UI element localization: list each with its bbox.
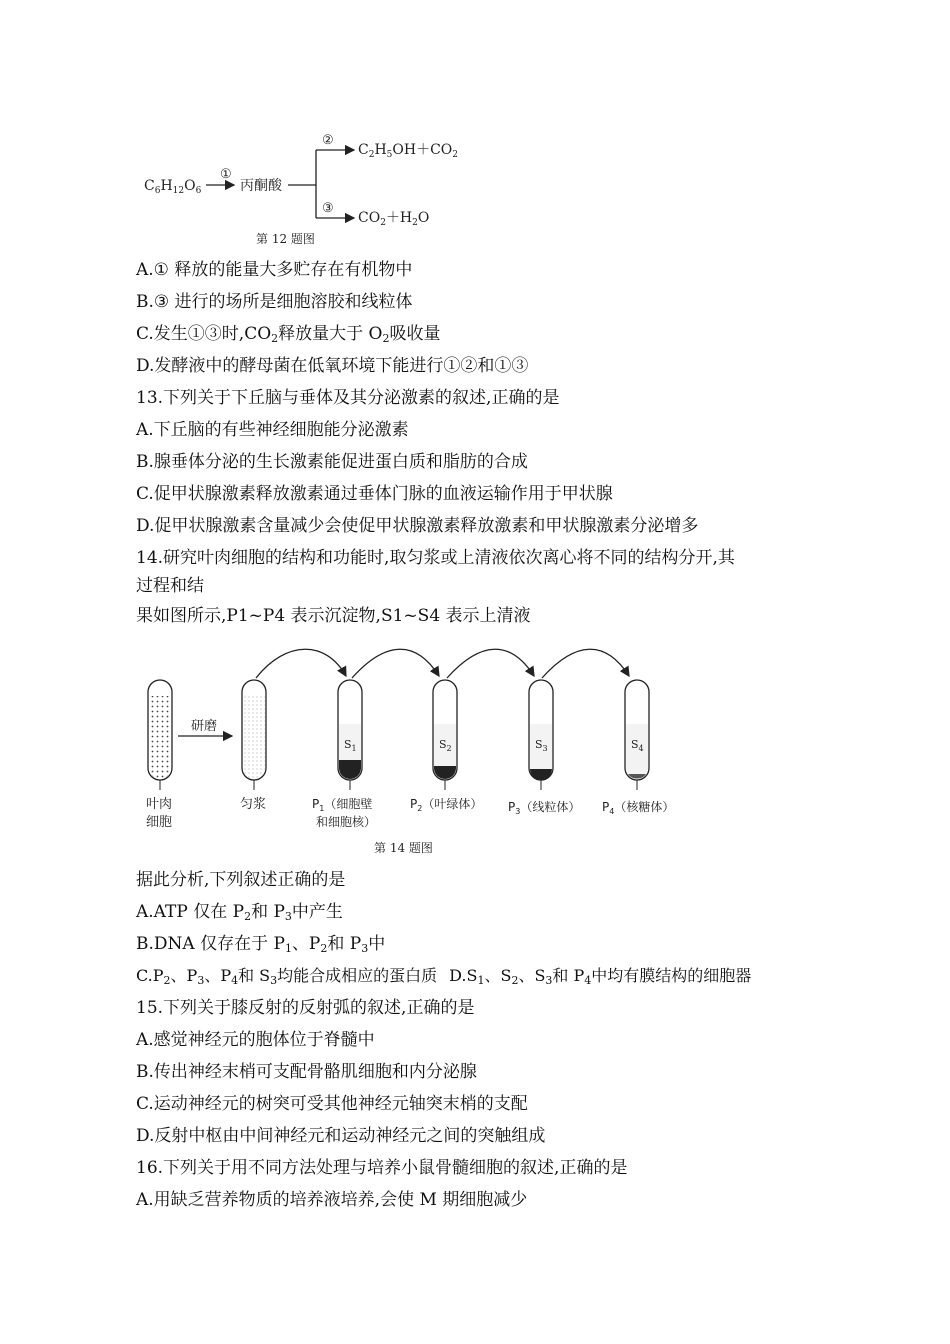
transfer-arrow-3 <box>447 649 534 678</box>
q16-stem: 16.下列关于用不同方法处理与培养小鼠骨髓细胞的叙述,正确的是 <box>136 1158 628 1178</box>
label-leaf-cell-2: 细胞 <box>146 815 173 830</box>
label-s2: $S_2$ <box>439 738 452 753</box>
product-3: $CO_2+H_2O$ <box>358 210 430 228</box>
label-p2: $P_2$（叶绿体） <box>410 797 483 813</box>
tube-p1 <box>338 680 362 780</box>
step-1-label: ① <box>220 167 232 182</box>
q15-option-a: A.感觉神经元的胞体位于脊髓中 <box>136 1030 375 1050</box>
figure-14-diagram <box>136 640 696 862</box>
transfer-arrow-1 <box>256 649 346 678</box>
label-p3: $P_3$（线粒体） <box>508 800 581 816</box>
q14-stem-line-3: 果如图所示,P1~P4 表示沉淀物,S1~S4 表示上清液 <box>136 606 531 626</box>
tube-leaf-cells <box>148 680 172 780</box>
step-3-label: ③ <box>322 201 334 216</box>
step-2-label: ② <box>322 133 334 148</box>
transfer-arrow-4 <box>542 649 629 678</box>
q14-option-b: B.DNA 仅存在于 $P_1$、$P_2$和 $P_3$中 <box>136 934 386 955</box>
q13-option-c: C.促甲状腺激素释放激素通过垂体门脉的血液运输作用于甲状腺 <box>136 484 613 504</box>
figure-14-caption: 第 14 题图 <box>374 841 433 855</box>
q15-stem: 15.下列关于膝反射的反射弧的叙述,正确的是 <box>136 998 475 1018</box>
label-p1: $P_1$（细胞壁 <box>312 797 373 813</box>
intermediate-pyruvate: 丙酮酸 <box>240 178 282 194</box>
label-leaf-cell-1: 叶肉 <box>146 797 173 812</box>
figure-12-diagram <box>136 128 476 250</box>
q12-option-c: C.发生①③时$,CO_2$释放量大于 $O_2$吸收量 <box>136 324 441 345</box>
label-homogenate: 匀浆 <box>240 797 267 812</box>
q12-option-b: B.③ 进行的场所是细胞溶胶和线粒体 <box>136 292 413 312</box>
q12-option-d: D.发酵液中的酵母菌在低氧环境下能进行①②和①③ <box>136 356 529 376</box>
transfer-arrow-2 <box>352 649 439 678</box>
q14-analysis: 据此分析,下列叙述正确的是 <box>136 870 346 890</box>
figure-12-caption: 第 12 题图 <box>256 232 315 246</box>
product-2: $C_2H_5OH+CO_2$ <box>358 142 459 160</box>
label-p1-line2: 和细胞核） <box>316 815 377 829</box>
label-s3: $S_3$ <box>535 738 548 753</box>
q14-stem-line-2: 过程和结 <box>136 576 204 596</box>
q13-option-a: A.下丘脑的有些神经细胞能分泌激素 <box>136 420 409 440</box>
q12-option-a: A.① 释放的能量大多贮存在有机物中 <box>136 260 413 280</box>
tube-p2 <box>433 680 457 780</box>
label-s4: $S_4$ <box>631 738 644 753</box>
tube-homogenate <box>242 680 266 780</box>
tube-p3 <box>529 680 553 780</box>
q15-option-b: B.传出神经末梢可支配骨骼肌细胞和内分泌腺 <box>136 1062 477 1082</box>
q14-option-c: $C.P_2$、$P_3$、$P_4$和 $S_3$均能合成相应的蛋白质 <box>136 966 438 987</box>
tube-p4 <box>625 680 649 780</box>
reactant-glucose: $C_6H_{12}O_6$ <box>144 178 202 196</box>
q15-option-c: C.运动神经元的树突可受其他神经元轴突末梢的支配 <box>136 1094 528 1114</box>
q16-option-a: A.用缺乏营养物质的培养液培养,会使 M 期细胞减少 <box>136 1190 528 1210</box>
q13-option-b: B.腺垂体分泌的生长激素能促进蛋白质和脂肪的合成 <box>136 452 528 472</box>
q14-option-a: A.ATP 仅在 $P_2$和 $P_3$中产生 <box>136 902 343 923</box>
q14-option-cd <box>136 964 751 988</box>
q15-option-d: D.反射中枢由中间神经元和运动神经元之间的突触组成 <box>136 1126 546 1146</box>
q14-stem-line-1: 14.研究叶肉细胞的结构和功能时,取匀浆或上清液依次离心将不同的结构分开,其 <box>136 548 735 568</box>
label-p4: $P_4$（核糖体） <box>602 800 675 816</box>
grind-label: 研磨 <box>191 719 218 734</box>
label-s1: $S_1$ <box>344 738 357 753</box>
q14-option-d: $D.S_1$、$S_2$、$S_3$和 $P_4$中均有膜结构的细胞器 <box>449 966 752 987</box>
q13-stem: 13.下列关于下丘脑与垂体及其分泌激素的叙述,正确的是 <box>136 388 560 408</box>
q13-option-d: D.促甲状腺激素含量减少会使促甲状腺激素释放激素和甲状腺激素分泌增多 <box>136 516 699 536</box>
